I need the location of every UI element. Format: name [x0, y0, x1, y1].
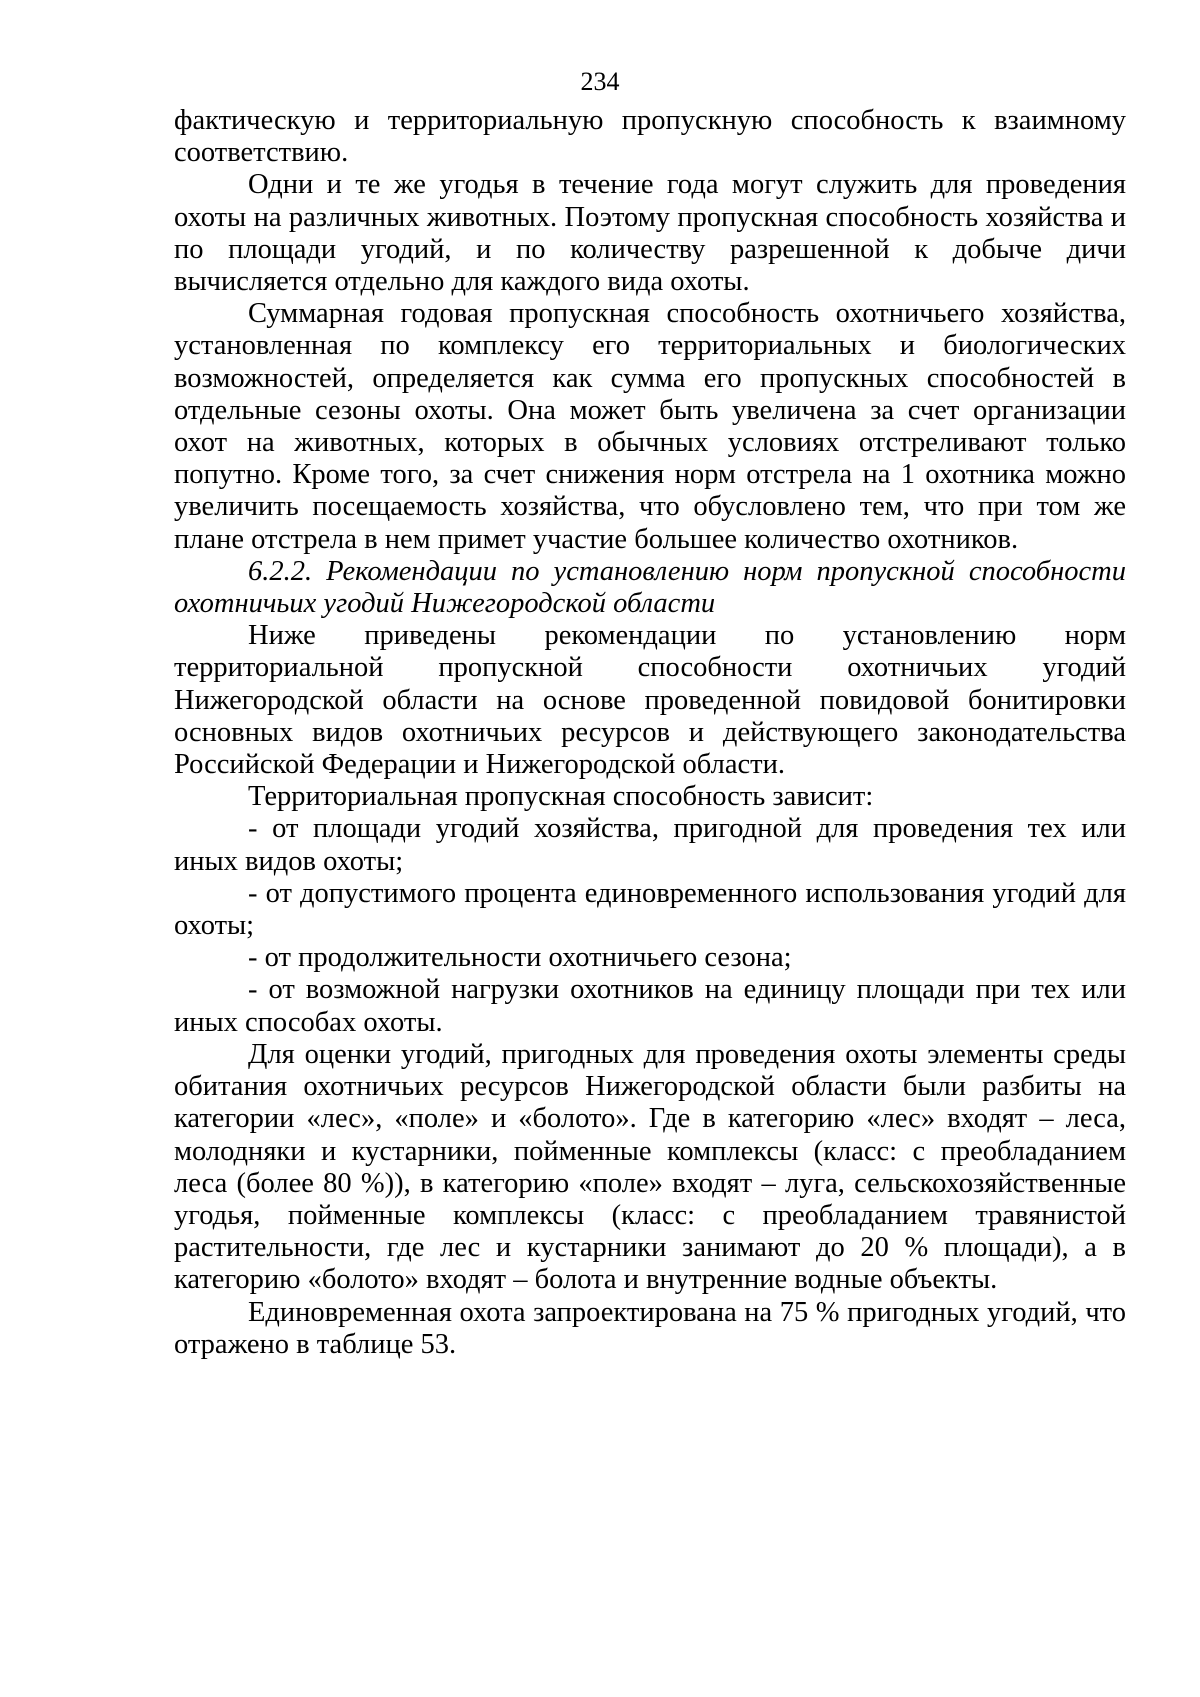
- list-item: - от возможной нагрузки охотников на единицу площади при тех или иных способах охоты.: [174, 974, 1126, 1038]
- paragraph: Территориальная пропускная способность зависит:: [248, 781, 874, 813]
- paragraph-continuation: фактическую и территориальную пропускную способность к взаимному соответствию.: [174, 105, 1126, 169]
- list-item: - от продолжительности охотничьего сезона;: [248, 942, 792, 974]
- list-item: - от допустимого процента единовременного использования угодий для охоты;: [174, 877, 1126, 942]
- paragraph: Для оценки угодий, пригодных для проведения охоты элементы среды обитания охотничьих ресурсов Нижегородской области были разбиты на категории «лес», «поле» и «болото». Где в категорию «лес» входят – леса, молодняки и кустарники, пойменные комплексы (класс: с преобладанием леса (более 80 %)), в категорию «поле» входят – луга, сельскохозяйственные угодья, пойменные комплексы (класс: с преобладанием травянистой растительности, где лес и кустарники занимают до 20 % площади), а в категорию «болото» входят – болота и внутренние водные объекты.: [174, 1038, 1126, 1296]
- section-heading: 6.2.2. Рекомендации по установлению норм пропускной способности охотничьих угодий Нижегородской области: [174, 555, 1126, 620]
- paragraph: Суммарная годовая пропускная способность охотничьего хозяйства, установленная по комплексу его территориальных и биологических возможностей, определяется как сумма его пропускных способностей в отдельные сезоны охоты. Она может быть увеличена за счет организации охот на животных, которых в обычных условиях отстреливают только попутно. Кроме того, за счет снижения норм отстрела на 1 охотника можно увеличить посещаемость хозяйства, что обусловлено тем, что при том же плане отстрела в нем примет участие большее количество охотников.: [174, 298, 1126, 555]
- paragraph: Одни и те же угодья в течение года могут служить для проведения охоты на различных животных. Поэтому пропускная способность хозяйства и по площади угодий, и по количеству разрешенной к добыче дичи вычисляется отдельно для каждого вида охоты.: [174, 169, 1126, 298]
- page-number: 234: [580, 67, 620, 96]
- document-body: [174, 105, 1126, 1361]
- list-item: - от площади угодий хозяйства, пригодной для проведения тех или иных видов охоты;: [174, 813, 1126, 877]
- paragraph: Ниже приведены рекомендации по установлению норм территориальной пропускной способности охотничьих угодий Нижегородской области на основе проведенной повидовой бонитировки основных видов охотничьих ресурсов и действующего законодательства Российской Федерации и Нижегородской области.: [174, 620, 1126, 781]
- paragraph: Единовременная охота запроектирована на 75 % пригодных угодий, что отражено в таблице 53.: [174, 1296, 1126, 1360]
